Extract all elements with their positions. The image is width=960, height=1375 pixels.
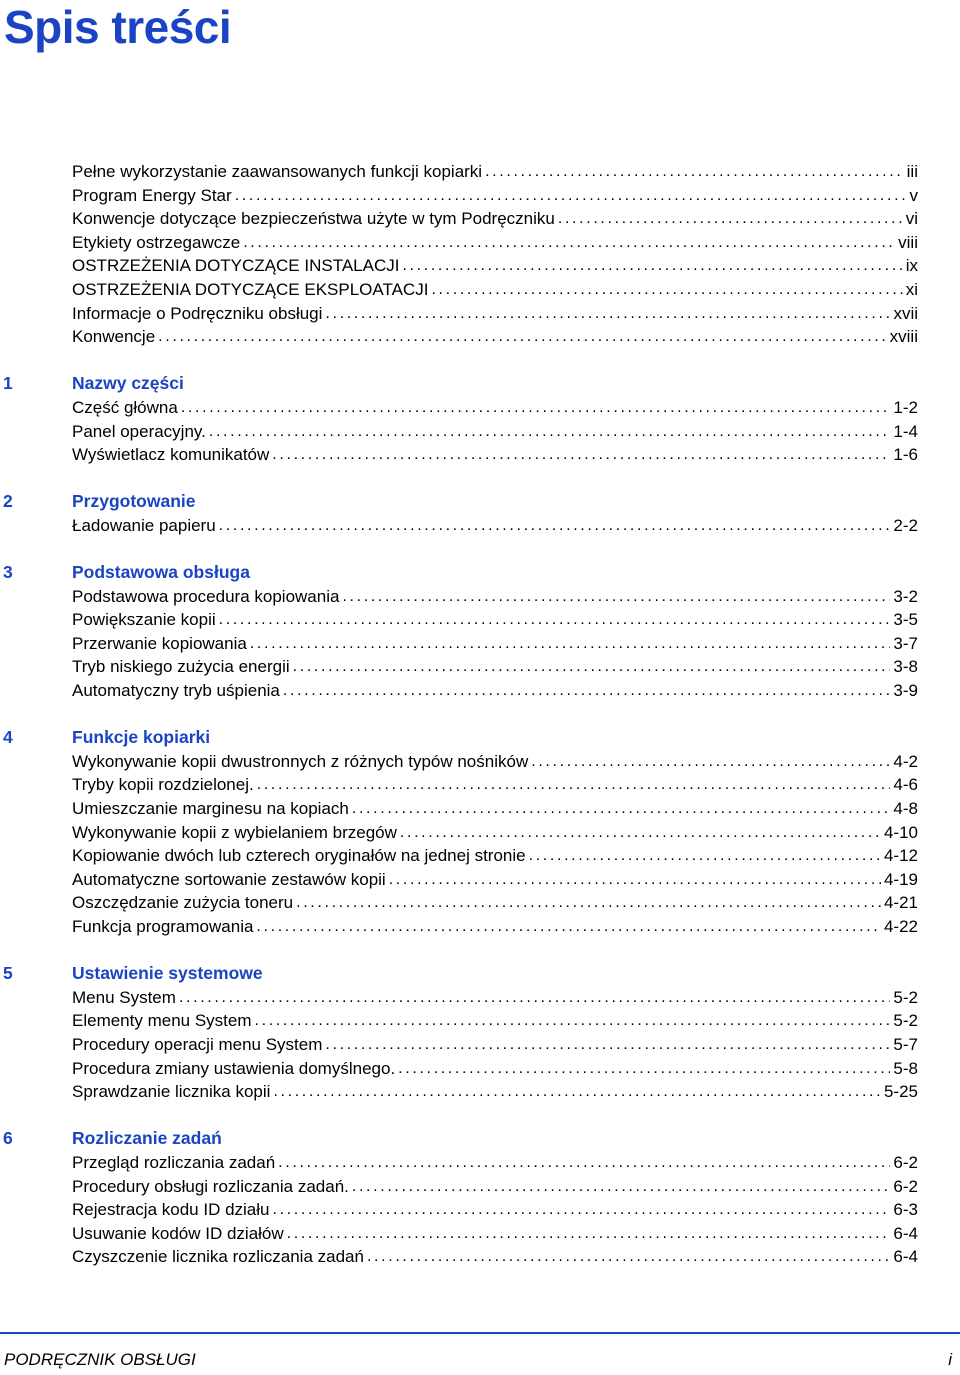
toc-leader-dots	[325, 1033, 890, 1057]
footer-manual-title: PODRĘCZNIK OBSŁUGI	[4, 1350, 196, 1369]
page-title: Spis treści	[4, 1, 232, 53]
toc-entry-page: xi	[905, 279, 918, 299]
toc-entry[interactable]	[72, 1222, 918, 1246]
toc-entry-label: Część główna	[72, 397, 178, 417]
toc-leader-dots	[398, 1057, 890, 1081]
chapter-title: Przygotowanie	[72, 491, 196, 512]
toc-leader-dots	[181, 396, 891, 420]
toc-entry[interactable]	[72, 986, 918, 1010]
toc-entry-label: Czyszczenie licznika rozliczania zadań	[72, 1247, 364, 1267]
toc-entry[interactable]	[72, 891, 918, 915]
toc-entry-page: 1-2	[893, 397, 918, 417]
chapter-number: 2	[3, 491, 13, 512]
toc-entry-page: xvii	[893, 303, 918, 323]
toc-entry-label: Menu System	[72, 987, 176, 1007]
toc-entry[interactable]	[72, 1175, 918, 1199]
toc-entry-label: Rejestracja kodu ID działu	[72, 1200, 270, 1220]
toc-entry-label: Tryby kopii rozdzielonej.	[72, 775, 254, 795]
toc-entry[interactable]	[72, 868, 918, 892]
toc-leader-dots	[431, 278, 902, 302]
toc-entry-page: 1-6	[893, 445, 918, 465]
toc-leader-dots	[531, 750, 890, 774]
chapter-heading[interactable]	[0, 962, 960, 986]
toc-leader-dots	[400, 821, 881, 845]
toc-leader-dots	[272, 1198, 890, 1222]
toc-entry-page: 4-10	[883, 822, 918, 842]
toc-entry-label: Oszczędzanie zużycia toneru	[72, 893, 294, 913]
toc-entry[interactable]	[72, 207, 918, 231]
chapter-number: 1	[3, 373, 13, 394]
chapter-title: Nazwy części	[72, 373, 184, 394]
toc-entry-label: OSTRZEŻENIA DOTYCZĄCE INSTALACJI	[72, 256, 400, 276]
toc-entry-label: Program Energy Star	[72, 185, 232, 205]
toc-leader-dots	[179, 986, 890, 1010]
toc-leader-dots	[402, 254, 902, 278]
toc-entry-page: 6-2	[893, 1152, 918, 1172]
toc-leader-dots	[352, 1175, 891, 1199]
toc-entry-label: Procedury obsługi rozliczania zadań.	[72, 1176, 349, 1196]
toc-entry-label: Procedury operacji menu System	[72, 1034, 323, 1054]
footer-page-number: i	[948, 1350, 952, 1369]
toc-entry-page: 6-2	[893, 1176, 918, 1196]
toc-entry-page: 5-2	[893, 987, 918, 1007]
toc-entry[interactable]	[72, 773, 918, 797]
toc-entry[interactable]	[72, 655, 918, 679]
toc-entry-label: Funkcja programowania	[72, 917, 254, 936]
toc-entry[interactable]	[72, 325, 918, 349]
toc-entry[interactable]	[72, 1198, 918, 1222]
toc-leader-dots	[325, 302, 890, 326]
toc-entry[interactable]	[72, 1057, 918, 1081]
toc-entry[interactable]	[72, 160, 918, 184]
toc-entry-page: 4-8	[893, 799, 918, 819]
chapter-heading[interactable]	[0, 372, 960, 396]
toc-entry[interactable]	[72, 184, 918, 208]
chapter-number: 4	[3, 727, 13, 748]
toc-entry-page: 4-19	[883, 869, 918, 889]
toc-leader-dots	[389, 868, 881, 892]
toc-entry[interactable]	[72, 915, 918, 939]
toc-entry[interactable]	[72, 844, 918, 868]
toc-leader-dots	[296, 891, 881, 915]
chapter-heading[interactable]	[0, 490, 960, 514]
toc-entry-page: 5-7	[893, 1034, 918, 1054]
toc-entry-label: Automatyczny tryb uśpienia	[72, 681, 280, 701]
toc-entry-page: 5-2	[893, 1011, 918, 1031]
chapter-number: 6	[3, 1128, 13, 1149]
toc-entry[interactable]	[72, 420, 918, 444]
toc-entry-page: 4-2	[893, 751, 918, 771]
toc-entry-page: xviii	[889, 327, 918, 347]
toc-leader-dots	[257, 773, 891, 797]
toc-entry[interactable]	[72, 585, 918, 609]
toc-leader-dots	[293, 655, 891, 679]
toc-leader-dots	[219, 608, 891, 632]
toc-leader-dots	[278, 1151, 890, 1175]
toc-entry-page: 4-6	[893, 775, 918, 795]
toc-entry-page: 5-25	[883, 1082, 918, 1102]
toc-leader-dots	[209, 420, 891, 444]
toc-entry[interactable]	[72, 231, 918, 255]
toc-entry[interactable]	[72, 1245, 918, 1269]
toc-entry-page: viii	[898, 232, 918, 252]
toc-entry-label: Ładowanie papieru	[72, 515, 216, 535]
toc-entry[interactable]	[72, 443, 918, 467]
toc-entry[interactable]	[72, 632, 918, 656]
toc-entry[interactable]	[72, 396, 918, 420]
footer-divider	[0, 1332, 960, 1334]
toc-leader-dots	[272, 443, 890, 467]
toc-entry[interactable]	[72, 608, 918, 632]
toc-entry-page: 5-8	[893, 1058, 918, 1078]
toc-entry-label: OSTRZEŻENIA DOTYCZĄCE EKSPLOATACJI	[72, 279, 429, 299]
toc-entry-label: Podstawowa procedura kopiowania	[72, 586, 340, 606]
toc-leader-dots	[342, 585, 890, 609]
toc-entry-label: Sprawdzanie licznika kopii	[72, 1082, 271, 1102]
toc-entry[interactable]	[72, 821, 918, 845]
toc-entry[interactable]	[72, 679, 918, 703]
toc-entry-label: Wykonywanie kopii z wybielaniem brzegów	[72, 822, 397, 842]
toc-entry[interactable]	[72, 278, 918, 302]
chapter-number: 5	[3, 963, 13, 984]
toc-entry-label: Etykiety ostrzegawcze	[72, 232, 241, 252]
table-of-contents	[0, 160, 960, 1269]
chapter-title: Rozliczanie zadań	[72, 1128, 222, 1149]
toc-entry-label: Konwencje dotyczące bezpieczeństwa użyte w tym Podręczniku	[72, 209, 555, 229]
toc-leader-dots	[367, 1245, 890, 1269]
toc-entry-page: 6-4	[893, 1247, 918, 1267]
toc-entry-page: 3-2	[893, 586, 918, 606]
toc-entry[interactable]	[72, 1033, 918, 1057]
toc-entry[interactable]	[72, 750, 918, 774]
toc-entry-page: 4-22	[883, 917, 918, 936]
toc-entry-label: Usuwanie kodów ID działów	[72, 1223, 284, 1243]
toc-leader-dots	[158, 325, 886, 349]
toc-entry-label: Wyświetlacz komunikatów	[72, 445, 270, 465]
chapter-heading[interactable]	[0, 726, 960, 750]
chapter-heading[interactable]	[0, 561, 960, 585]
toc-entry-page: 4-21	[883, 893, 918, 913]
toc-leader-dots	[243, 231, 895, 255]
toc-entry-label: Elementy menu System	[72, 1011, 252, 1031]
toc-entry-label: Kopiowanie dwóch lub czterech oryginałów na jednej stronie	[72, 846, 526, 866]
toc-entry[interactable]	[72, 254, 918, 278]
toc-leader-dots	[255, 1009, 891, 1033]
toc-leader-dots	[558, 207, 903, 231]
chapter-title: Funkcje kopiarki	[72, 727, 211, 748]
toc-entry-page: ix	[905, 256, 918, 276]
toc-entry-page: 3-9	[893, 681, 918, 701]
toc-entry-page: 3-8	[893, 657, 918, 677]
toc-entry-label: Tryb niskiego zużycia energii	[72, 657, 290, 677]
toc-entry[interactable]	[72, 1151, 918, 1175]
toc-leader-dots	[485, 160, 904, 184]
toc-leader-dots	[352, 797, 891, 821]
chapter-title: Podstawowa obsługa	[72, 562, 250, 583]
chapter-heading[interactable]	[0, 1127, 960, 1151]
toc-leader-dots	[273, 1080, 881, 1104]
toc-entry-label: Wykonywanie kopii dwustronnych z różnych typów nośników	[72, 751, 529, 771]
toc-entry-page: 3-5	[893, 610, 918, 630]
toc-entry-label: Przerwanie kopiowania	[72, 633, 247, 653]
toc-entry-page: 1-4	[893, 421, 918, 441]
toc-entry-label: Pełne wykorzystanie zaawansowanych funkcji kopiarki	[72, 162, 483, 181]
toc-entry-page: v	[909, 185, 918, 205]
toc-entry-page: 6-3	[893, 1200, 918, 1220]
toc-entry[interactable]	[72, 1080, 918, 1104]
toc-entry-page: 4-12	[883, 846, 918, 866]
toc-entry-label: Informacje o Podręczniku obsługi	[72, 303, 323, 323]
toc-leader-dots	[283, 679, 891, 703]
toc-entry[interactable]	[72, 514, 918, 538]
toc-leader-dots	[250, 632, 891, 656]
toc-entry[interactable]	[72, 302, 918, 326]
toc-leader-dots	[256, 915, 881, 939]
toc-entry-page: iii	[906, 162, 918, 181]
toc-entry-page: 6-4	[893, 1223, 918, 1243]
toc-entry[interactable]	[72, 797, 918, 821]
toc-entry-label: Konwencje	[72, 327, 156, 347]
chapter-number: 3	[3, 562, 13, 583]
toc-entry-label: Powiększanie kopii	[72, 610, 216, 630]
toc-entry-label: Przegląd rozliczania zadań	[72, 1152, 276, 1172]
toc-entry-label: Panel operacyjny.	[72, 421, 206, 441]
toc-leader-dots	[219, 514, 891, 538]
toc-entry[interactable]	[72, 1009, 918, 1033]
toc-leader-dots	[529, 844, 881, 868]
toc-entry-label: Procedura zmiany ustawienia domyślnego.	[72, 1058, 396, 1078]
toc-entry-label: Automatyczne sortowanie zestawów kopii	[72, 869, 386, 889]
toc-entry-page: vi	[905, 209, 918, 229]
toc-entry-page: 2-2	[893, 515, 918, 535]
toc-leader-dots	[235, 184, 907, 208]
toc-entry-label: Umieszczanie marginesu na kopiach	[72, 799, 349, 819]
chapter-title: Ustawienie systemowe	[72, 963, 263, 984]
toc-leader-dots	[287, 1222, 891, 1246]
toc-entry-page: 3-7	[893, 633, 918, 653]
